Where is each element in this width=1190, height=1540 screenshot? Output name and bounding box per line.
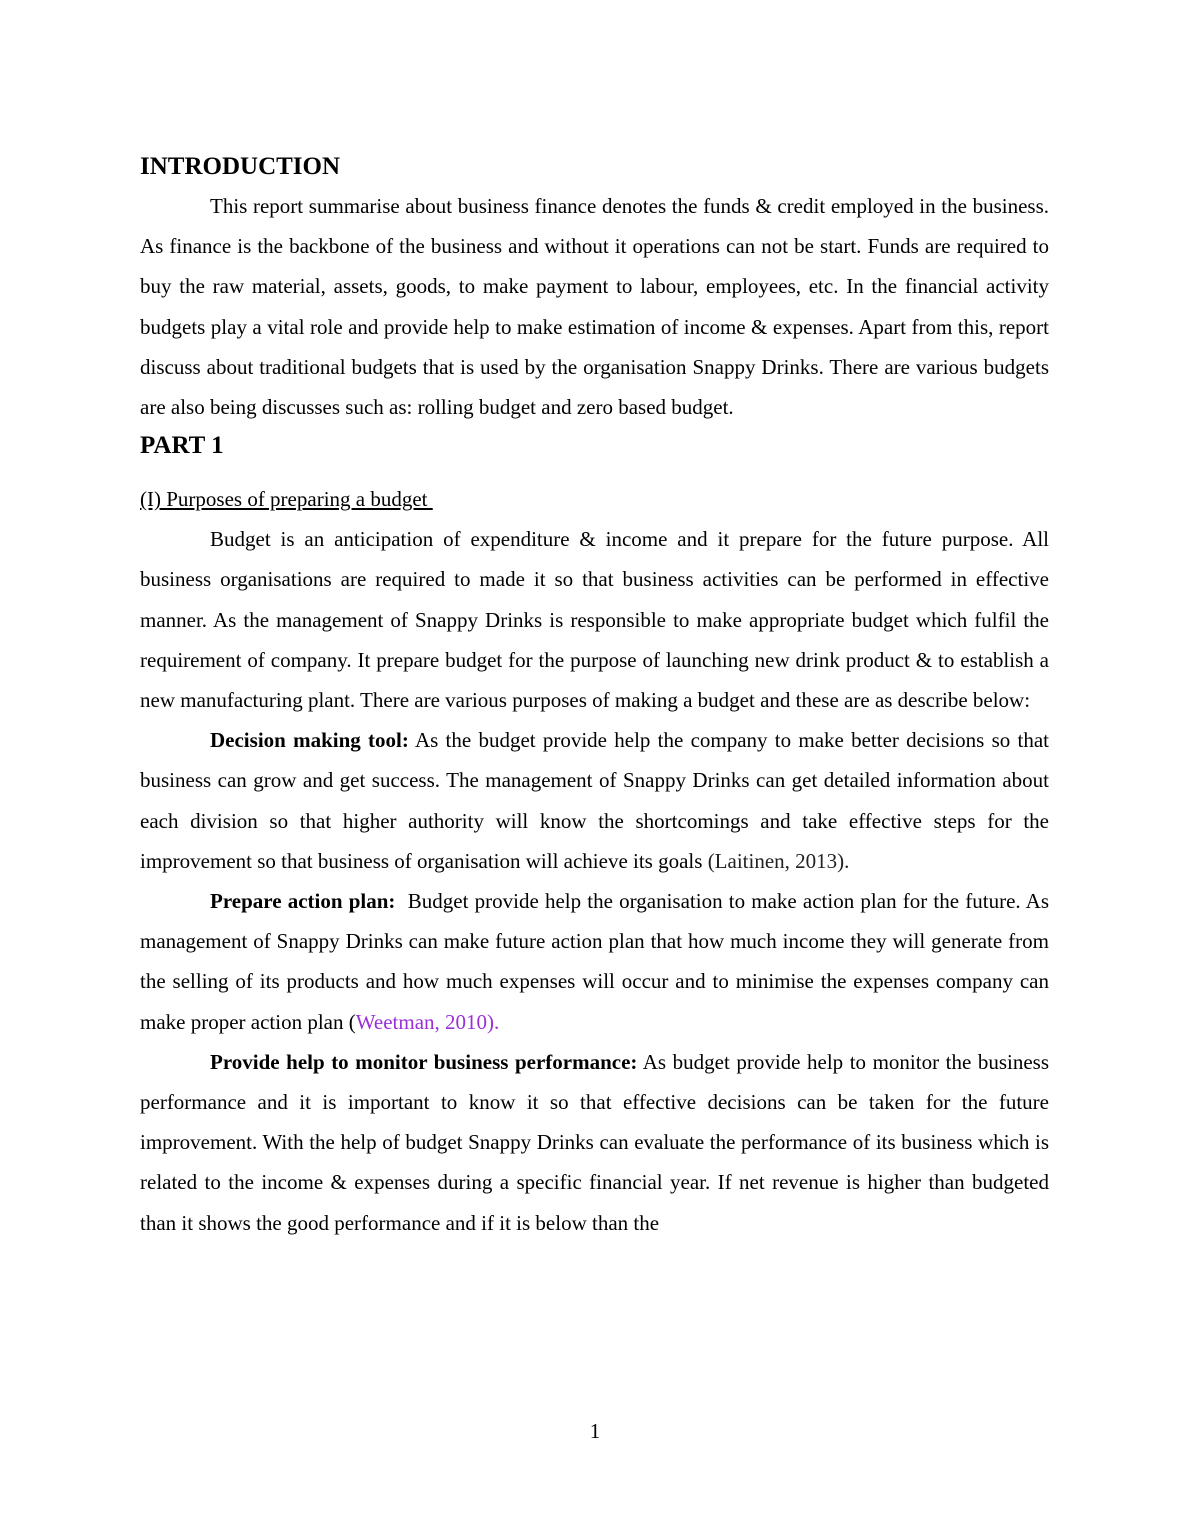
- purpose-title: Decision making tool:: [210, 728, 409, 753]
- citation-laitinen: (Laitinen, 2013).: [707, 848, 850, 873]
- purpose-decision-making-paragraph: [140, 720, 1049, 881]
- purpose-text: Budget provide help the organisation to make action plan for the future. As management of Snappy Drinks can make future action plan that how much income they will generate from the selling of its products and how much expenses will occur and to minimise the expenses company can make proper action plan (: [140, 889, 1060, 1034]
- citation-weetman: Weetman, 2010).: [355, 1009, 500, 1034]
- purpose-text: As the budget provide help the company to make better decisions so that business can grow and get success. The management of Snappy Drinks can get detailed information about each division so that higher authority will know the shortcomings and take effective steps for the improvement so that business of organisation will achieve its goals: [140, 728, 1049, 873]
- purpose-title: Prepare action plan:: [210, 889, 396, 914]
- purposes-subheading-text: (I) Purposes of preparing a budget: [140, 487, 433, 512]
- introduction-heading: INTRODUCTION: [140, 153, 341, 180]
- purpose-text: As budget provide help to monitor the business performance and it is important to know it so that effective decisions can be taken for the future improvement. With the help of budget Snappy Drinks can evaluate the performance of its business which is related to the income & expenses during a specific financial year. If net revenue is higher than budgeted than it shows the good performance and if it is below than the: [140, 1049, 1049, 1235]
- introduction-paragraph: This report summarise about business finance denotes the funds & credit employed in the business. As finance is the backbone of the business and without it operations can not be start. Funds are required to buy the raw material, assets, goods, to make payment to labour, employees, etc. In the financial activity budgets play a vital role and provide help to make estimation of income & expenses. Apart from this, report discuss about traditional budgets that is used by the organisation Snappy Drinks. There are various budgets are also being discusses such as: rolling budget and zero based budget.: [140, 194, 1049, 420]
- purposes-subheading: [140, 479, 1049, 519]
- document-page: [140, 148, 1060, 1243]
- page-number: 1: [589, 1419, 601, 1443]
- part1-heading: PART 1: [140, 432, 224, 460]
- purpose-monitor-performance-paragraph: [140, 1042, 1049, 1243]
- budget-intro-paragraph: Budget is an anticipation of expenditure & income and it prepare for the future purpose. All business organisations are required to made it so that business activities can be performed in effective manner. As the management of Snappy Drinks is responsible to make appropriate budget which fulfil the requirement of company. It prepare budget for the purpose of launching new drink product & to establish a new manufacturing plant. There are various purposes of making a budget and these are as describe below:: [140, 527, 1049, 713]
- purpose-title: Provide help to monitor business performance:: [210, 1049, 638, 1074]
- purpose-action-plan-paragraph: [140, 881, 1060, 1042]
